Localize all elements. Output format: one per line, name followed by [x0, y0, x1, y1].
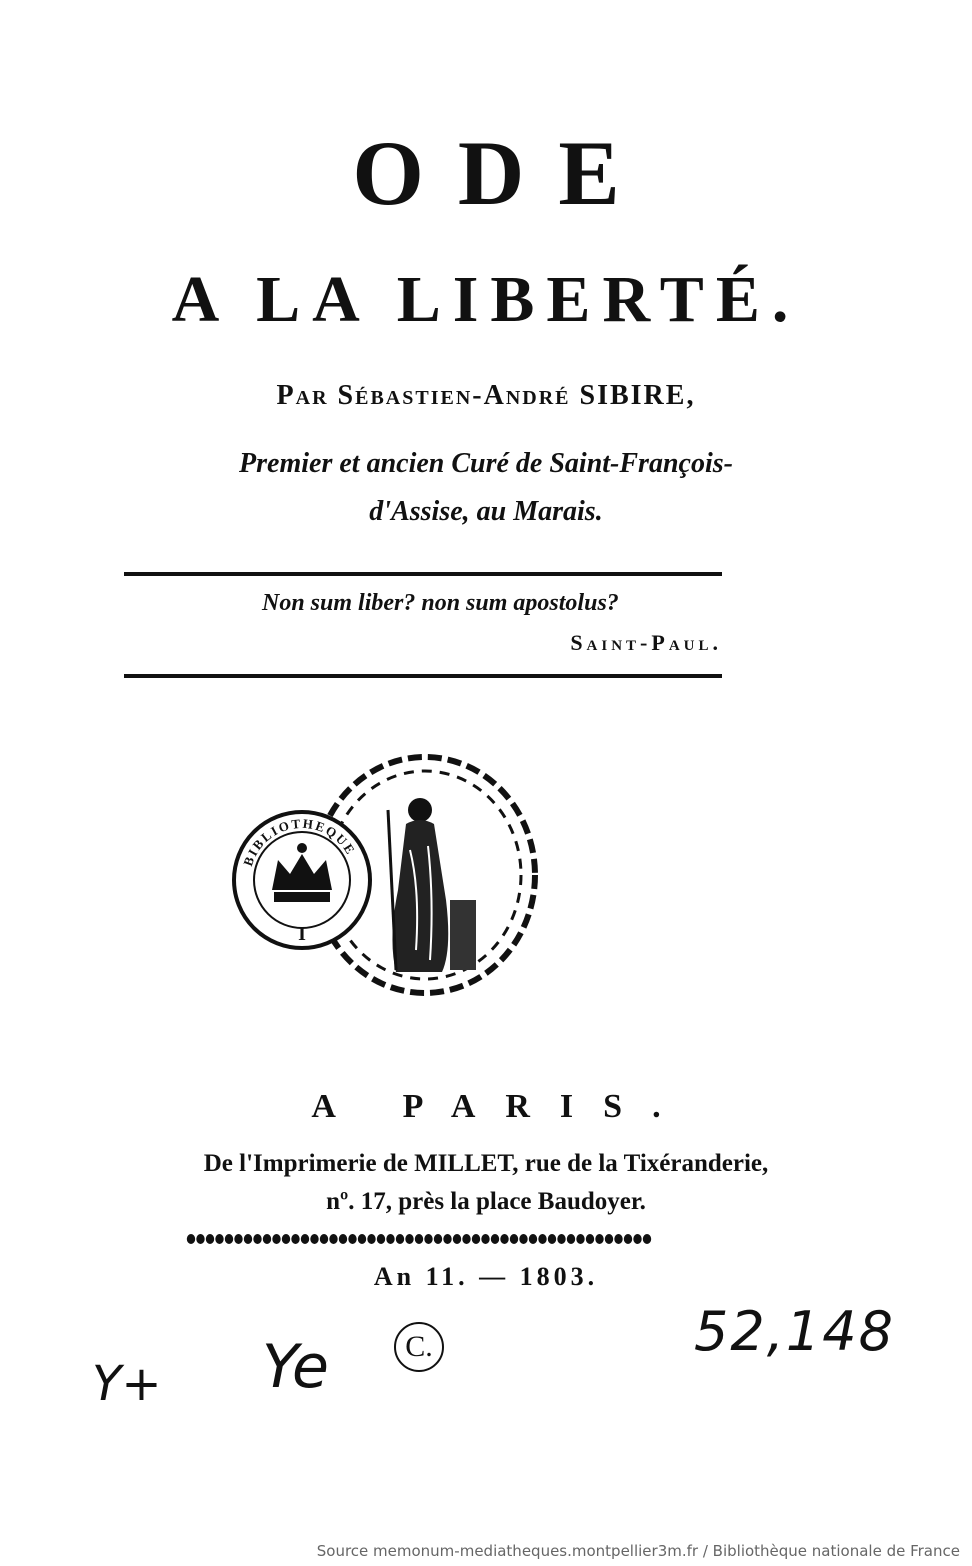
ornament-dot [510, 1234, 518, 1244]
author-surname: SIBIRE, [579, 380, 696, 411]
author-prefix: Par [276, 380, 329, 411]
ornament-dot [500, 1234, 508, 1244]
ornament-dot [215, 1234, 223, 1244]
ornament-dot [263, 1234, 271, 1244]
ornament-dot [396, 1234, 404, 1244]
ornament-dot [605, 1234, 613, 1244]
ornament-dot [538, 1234, 546, 1244]
main-title: ODE [352, 122, 654, 224]
ornament-dot [614, 1234, 622, 1244]
stamp-ring-text: BIBLIOTHEQUE [240, 815, 359, 869]
author-line [0, 380, 972, 412]
ornament-dot [358, 1234, 366, 1244]
ornament-dot [567, 1234, 575, 1244]
vignette-with-stamp [220, 750, 550, 1015]
imprint-city: A PARIS. [311, 1088, 691, 1125]
ornament-dot [434, 1234, 442, 1244]
handwritten-cote-3: C. [394, 1322, 444, 1372]
ornament-dot [633, 1234, 641, 1244]
handwritten-cote-1: Y+ [92, 1356, 162, 1412]
ornament-dot [301, 1234, 309, 1244]
epigraph-text: Non sum liber? non sum apostolus? [262, 590, 619, 616]
source-footer: Source memonum-mediatheques.montpellier3m.fr / Bibliothèque nationale de France [316, 1542, 960, 1560]
author-name: Sébastien-André [337, 380, 571, 411]
ornament-dot [339, 1234, 347, 1244]
author-office-line2: d'Assise, au Marais. [369, 496, 603, 527]
top-rule [124, 572, 722, 576]
subtitle: A LA LIBERTÉ. [171, 263, 801, 336]
imprint-date: An 11. — 1803. [373, 1262, 599, 1291]
ornament-dot [187, 1234, 195, 1244]
ornament-dot [557, 1234, 565, 1244]
ornament-dot [415, 1234, 423, 1244]
ornament-dot [310, 1234, 318, 1244]
handwritten-shelfmark: 52,148 [694, 1300, 895, 1363]
ornamental-rule [186, 1232, 654, 1246]
ornament-dot [253, 1234, 261, 1244]
imprint-printer-line2: nº. 17, près la place Baudoyer. [326, 1188, 646, 1215]
bottom-rule [124, 674, 722, 678]
imprint-printer-line1: De l'Imprimerie de MILLET, rue de la Tixéranderie, [203, 1150, 769, 1177]
ornament-dot [491, 1234, 499, 1244]
ornament-dot [586, 1234, 594, 1244]
ornament-dot [386, 1234, 394, 1244]
ornament-dot [576, 1234, 584, 1244]
ornament-dot [234, 1234, 242, 1244]
ornament-dot [377, 1234, 385, 1244]
ornament-dot [453, 1234, 461, 1244]
ornament-dot [225, 1234, 233, 1244]
ornament-dot [443, 1234, 451, 1244]
ornament-dot [481, 1234, 489, 1244]
ornament-dot [367, 1234, 375, 1244]
ornament-dot [244, 1234, 252, 1244]
stamp-mark: I [298, 923, 306, 945]
ornament-dot [472, 1234, 480, 1244]
ornament-dot [320, 1234, 328, 1244]
author-office-line1: Premier et ancien Curé de Saint-François- [239, 448, 733, 479]
ornament-dot [206, 1234, 214, 1244]
ornament-dot [282, 1234, 290, 1244]
ornament-dot [548, 1234, 556, 1244]
ornament-dot [291, 1234, 299, 1244]
ornament-dot [329, 1234, 337, 1244]
ornament-dot [196, 1234, 204, 1244]
ornament-dot [348, 1234, 356, 1244]
ornament-dot [519, 1234, 527, 1244]
ornament-dot [529, 1234, 537, 1244]
ornament-dot [424, 1234, 432, 1244]
ornament-dot [595, 1234, 603, 1244]
ornament-dot [405, 1234, 413, 1244]
epigraph-source: Saint-Paul. [570, 630, 722, 655]
ornament-dot [462, 1234, 470, 1244]
ornament-dot [643, 1234, 651, 1244]
ornament-dot [624, 1234, 632, 1244]
crown-stamp-icon [234, 812, 370, 948]
handwritten-cote-2: Ye [262, 1332, 329, 1402]
ornament-dot [272, 1234, 280, 1244]
